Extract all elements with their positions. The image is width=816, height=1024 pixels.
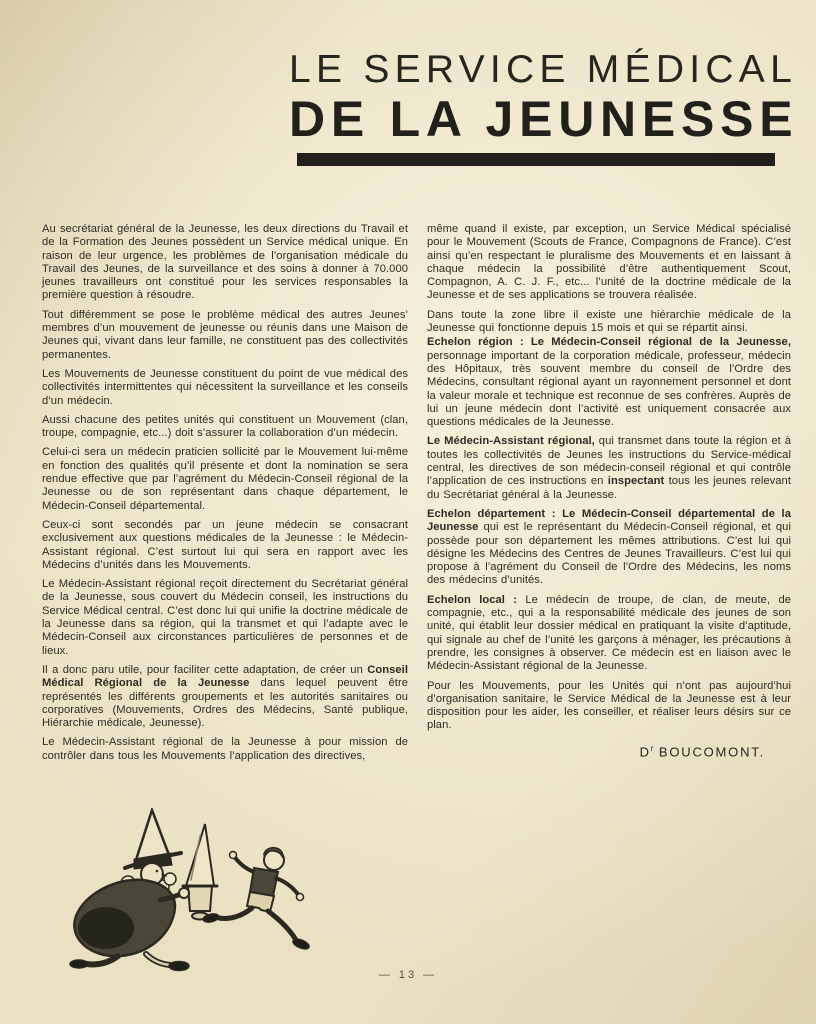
doctor-chasing-boy-illustration	[42, 808, 317, 978]
article-body	[42, 223, 791, 769]
paragraph: Au secrétariat général de la Jeunesse, les deux directions du Travail et de la Formation des Jeunes possèdent un Service médical unique. En raison de leur urgence, les problèmes de l’organisation médicale du Travail des Jeunes, de la surveillance et des soins à donner à 70.000 jeunes travailleurs ont constitué pour les services responsables la première question à résoudre.	[42, 223, 408, 302]
right-column-paragraphs	[427, 223, 791, 733]
doctor-back-shoe	[70, 960, 88, 968]
author-signature	[427, 742, 791, 759]
page-number: — 13 —	[378, 969, 438, 981]
boy-back-leg	[219, 908, 252, 919]
paragraph: Pour les Mouvements, pour les Unités qui n’ont pas aujourd’hui d’organisation sanitaire, le Service Médical de la Jeunesse est à leur disposition pour les aider, les conseiller, et réaliser leurs désirs sur ce plan.	[427, 679, 791, 732]
running-boy	[202, 848, 310, 951]
title-rule	[297, 153, 775, 166]
paragraph: Celui-ci sera un médecin praticien sollicité par le Mouvement lui-même en fonction des qualités qu’il présente et dont la nomination se sera rendue effective que par l’agrément du Médecin-Conseil régional de la Jeunesse ou de son représentant dans chaque département, le Médecin-Conseil départemental.	[42, 446, 408, 512]
article-header	[289, 48, 799, 166]
paragraph: même quand il existe, par exception, un Service Médical spécialisé pour le Mouvement (Scouts de France, Compagnons de France). C’est ainsi qu’en respectant le pluralisme des Mouvements et en laissant à chaque médecin la possibilité d’être authentiquement Scout, Compagnon, A. C. J. F., etc... l’unité de la doctrine médicale de la Jeunesse et de ses applications se trouvera réalisée.	[427, 223, 791, 302]
paragraph: Ceux-ci sont secondés par un jeune médecin se consacrant exclusivement aux questions médicales de la Jeunesse : le Médecin-Assistant régional. C’est surtout lui qui sera en rapport avec les Médecins d’unités dans les Mouvements.	[42, 518, 408, 571]
paragraph: Tout différemment se pose le problème médical des autres Jeunes’ membres d’un mouvement de jeunesse ou réunis dans une Maison de Jeunes qui, vivant dans leur famille, ne constituent pas des collectivités permanentes.	[42, 308, 408, 361]
paragraph: Aussi chacune des petites unités qui constituent un Mouvement (clan, troupe, compagnie, etc...) doit s’assurer la collaboration d’un médecin.	[42, 413, 408, 440]
boy-front-shoe	[292, 937, 311, 951]
doctor-cape	[74, 880, 175, 956]
paragraph: Le Médecin-Assistant régional, qui transmet dans toute la région et à toutes les collectivités de Jeunes les instructions du Service-médical central, les directives de son médecin-conseil régional et qui contrôle l’application de ces instructions en inspectant tous les jeunes relevant du Secrétariat général à la Jeunesse.	[427, 435, 791, 501]
paragraph: Echelon local : Le médecin de troupe, de clan, de meute, de compagnie, etc., qui a la responsabilité médicale des jeunes de son unité, qui établit leur dossier médical en pratiquant la visite d’aptitude, qui signale au chef de l’unité les garçons à ménager, les précautions à prendre, les consignes à observer. Ce médecin est en liaison avec le Médecin-Assistant régional de la Jeunesse.	[427, 593, 791, 673]
paragraph: Echelon département : Le Médecin-Conseil départemental de la Jeunesse qui est le représentant du Médecin-Conseil régional, et qui possède pour son département les mêmes attributions. C’est lui qui désigne les Médecins des Centres de Jeunes Travailleurs. C’est lui qui propose à l’agrément du Conseil de l’Ordre des Médecins, les noms des médecins d’unités.	[427, 507, 791, 587]
right-column	[427, 223, 791, 769]
paragraph: Dans toute la zone libre il existe une hiérarchie médicale de la Jeunesse qui fonctionne depuis 15 mois et qui se répartit ainsi.	[427, 308, 791, 335]
left-column-paragraphs	[42, 223, 408, 763]
doctor-hand	[179, 888, 189, 898]
signature-superscript: r	[650, 743, 654, 753]
boy-front-arm	[276, 878, 299, 896]
syringe-icon	[183, 824, 217, 920]
boy-back-arm	[234, 856, 254, 872]
boy-front-leg	[268, 911, 296, 940]
doctor-back-leg	[87, 956, 118, 965]
article-title-line2: DE LA JEUNESSE	[289, 90, 799, 147]
signature-initial: D	[639, 744, 651, 760]
paragraph: Il a donc paru utile, pour faciliter cette adaptation, de créer un Conseil Médical Régional de la Jeunesse dans lequel peuvent être représentés les différents groupements et les autorités sanitaires ou corporatives (Mouvements, Ordres des Médecins, Santé publique, Hiérarchie médicale, Jeunesse).	[42, 663, 408, 730]
paragraph: Les Mouvements de Jeunesse constituent du point de vue médical des collectivités intermittentes qui nécessitent la surveillance et les conseils d’un médecin.	[42, 367, 408, 407]
paragraph: Le Médecin-Assistant régional reçoit directement du Secrétariat général de la Jeunesse, sous couvert du Médecin conseil, les instructions du Service Médical central. C’est donc lui qui unifie la doctrine médicale de la Jeunesse dans sa région, qui la transmet et qui l’adapte avec le Médecin-Conseil aux circonstances particulières de personnes et de lieux.	[42, 578, 408, 657]
signature-name: BOUCOMONT.	[653, 744, 765, 760]
article-title-line1: LE SERVICE MÉDICAL	[289, 48, 798, 91]
paragraph: Le Médecin-Assistant régional de la Jeunesse à pour mission de contrôler dans tous les Mouvements l’application des directives,	[42, 736, 408, 762]
paragraph: Echelon région : Le Médecin-Conseil régional de la Jeunesse, personnage important de la corporation médicale, professeur, médecin des Hôpitaux, très souvent membre du conseil de l’Ordre des Médecins, consultant régional ayant un rayonnement personnel et dont la valeur morale et technique est reconnue de ses confrères. Auprès de lui un jeune médecin dont l’activité est uniquement consacrée aux questions médicales de la Jeunesse.	[427, 336, 791, 429]
pointed-hat	[125, 810, 181, 869]
left-column	[42, 223, 408, 769]
